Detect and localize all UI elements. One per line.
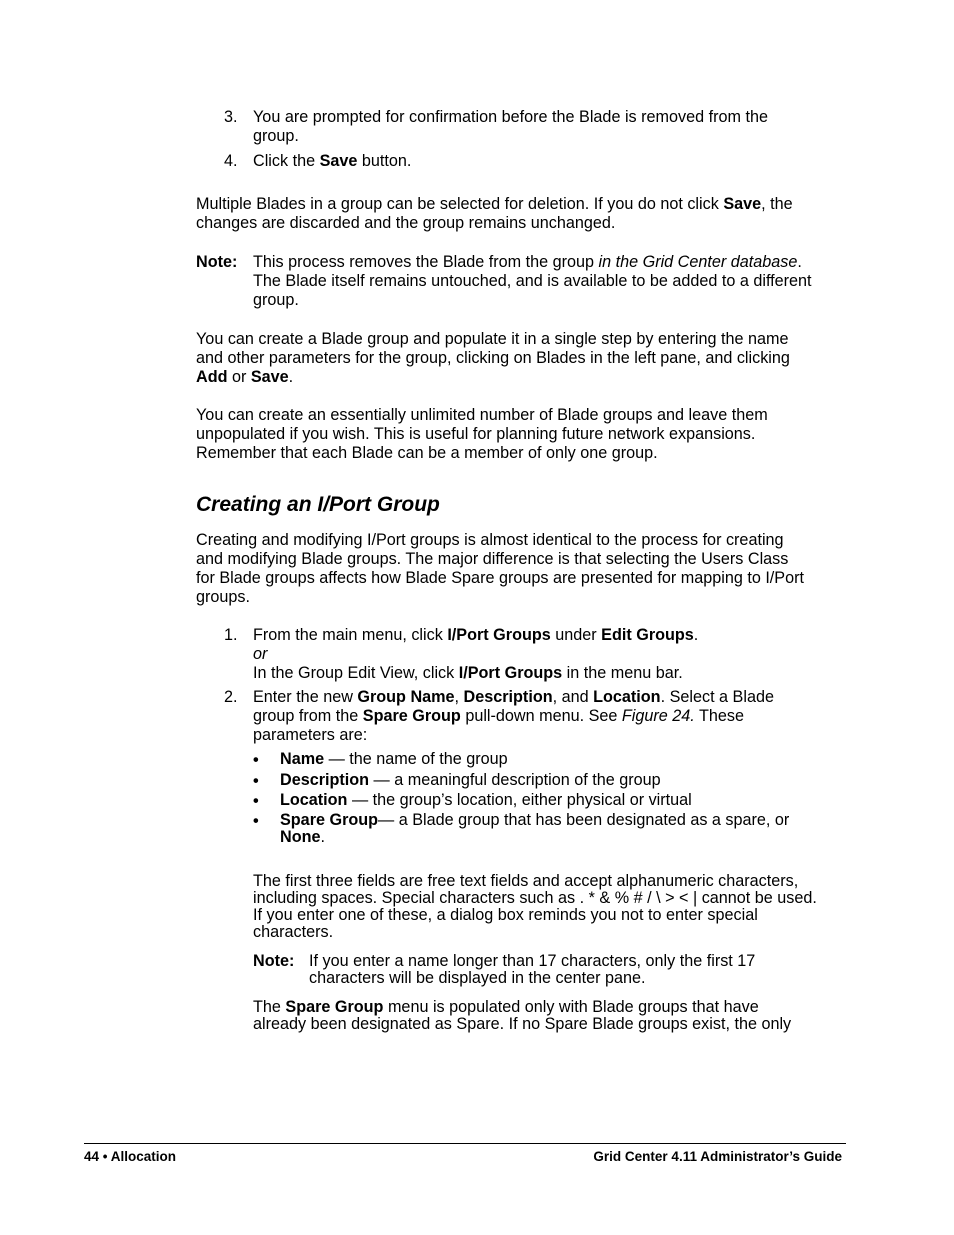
text: . (693, 626, 699, 644)
bold-text: Spare Group (362, 707, 461, 725)
bold-text: Save (723, 195, 762, 213)
paragraph-multiple-blades (196, 195, 846, 233)
text-line: Creating and modifying I/Port groups is almost identical to the process for creating (196, 531, 784, 549)
list-item (253, 626, 853, 683)
text: In the Group Edit View, click (253, 664, 459, 682)
note-body (309, 953, 849, 987)
footer-divider (84, 1143, 846, 1144)
paragraph-intro (196, 531, 846, 607)
bold-text: I/Port Groups (458, 664, 563, 682)
text: — the name of the group (324, 750, 508, 768)
bullet-icon: • (253, 751, 259, 769)
text-line: for Blade groups affects how Blade Spare groups are presented for mapping to I/Port (196, 569, 804, 587)
text-line: You are prompted for confirmation before the Blade is removed from the (253, 108, 768, 126)
paragraph-free-text-fields (253, 873, 853, 941)
bold-text: Save (250, 368, 289, 386)
text: , (454, 688, 464, 706)
text-line: already been designated as Spare. If no Spare Blade groups exist, the only (253, 1015, 792, 1033)
text: These (694, 707, 744, 725)
list-number: 2. (224, 688, 238, 706)
text-line: groups. (196, 588, 250, 606)
text: From the main menu, click (253, 626, 448, 644)
text-line: group. (253, 291, 299, 309)
text-line: and modifying Blade groups. The major difference is that selecting the Users Class (196, 550, 789, 568)
note-body (253, 253, 853, 310)
bold-text: I/Port Groups (447, 626, 551, 644)
text-line: changes are discarded and the group remains unchanged. (196, 214, 616, 232)
text: . Select a Blade (660, 688, 774, 706)
figure-reference: Figure 24. (621, 707, 695, 725)
bold-text: Description (280, 771, 370, 789)
list-item (253, 152, 853, 171)
text-line: If you enter a name longer than 17 characters, only the first 17 (309, 952, 756, 970)
bold-text: Save (319, 152, 358, 170)
bold-text: Description (463, 688, 553, 706)
text: — a meaningful description of the group (369, 771, 661, 789)
text: This process removes the Blade from the group (253, 253, 599, 271)
list-number: 3. (224, 108, 238, 126)
text: The (253, 998, 286, 1016)
text: Click the (253, 152, 320, 170)
text: in the menu bar. (562, 664, 683, 682)
footer-document-title: Grid Center 4.11 Administrator’s Guide (593, 1149, 842, 1164)
text-line: parameters are: (253, 726, 368, 744)
text: or (227, 368, 251, 386)
list-number: 4. (224, 152, 238, 170)
bullet-item (280, 772, 850, 789)
bullet-item (280, 812, 850, 846)
bold-text: Location (280, 791, 348, 809)
list-item (253, 688, 853, 745)
text: — the group’s location, either physical or virtual (347, 791, 692, 809)
text-line: You can create an essentially unlimited number of Blade groups and leave them (196, 406, 768, 424)
italic-text: in the Grid Center database (598, 253, 798, 271)
text: , and (552, 688, 594, 706)
bullet-item (280, 751, 850, 768)
text: . (797, 253, 802, 271)
text-line: You can create a Blade group and populate it in a single step by entering the name (196, 330, 789, 348)
bullet-icon: • (253, 812, 259, 830)
text: under (550, 626, 602, 644)
text: . (320, 828, 325, 846)
bold-text: Location (593, 688, 661, 706)
text-line: The Blade itself remains untouched, and is available to be added to a different (253, 272, 812, 290)
note-label: Note: (253, 952, 295, 970)
italic-text: or (253, 645, 268, 663)
text-line: The first three fields are free text fields and accept alphanumeric characters, (253, 872, 799, 890)
text-line: unpopulated if you wish. This is useful for planning future network expansions. (196, 425, 756, 443)
text-line: including spaces. Special characters such as . * & % # / \ > < | cannot be used. (253, 889, 817, 907)
text: — a Blade group that has been designated as a spare, or (378, 811, 790, 829)
section-heading: Creating an I/Port Group (196, 493, 440, 516)
bold-text: None (280, 828, 321, 846)
text-line: and other parameters for the group, clicking on Blades in the left pane, and clicking (196, 349, 790, 367)
bold-text: Edit Groups (601, 626, 694, 644)
list-number: 1. (224, 626, 238, 644)
bullet-icon: • (253, 772, 259, 790)
paragraph-unlimited-groups (196, 406, 846, 463)
text-line: characters. (253, 923, 334, 941)
text: menu is populated only with Blade groups that have (383, 998, 759, 1016)
text: , the (761, 195, 793, 213)
text-line: If you enter one of these, a dialog box reminds you not to enter special (253, 906, 758, 924)
note-label: Note: (196, 253, 238, 271)
text-line: group. (253, 127, 299, 145)
paragraph-spare-group (253, 999, 853, 1033)
text: button. (357, 152, 412, 170)
text: Enter the new (253, 688, 358, 706)
bold-text: Group Name (357, 688, 455, 706)
list-item (253, 108, 853, 146)
bullet-icon: • (253, 792, 259, 810)
text-line: characters will be displayed in the center pane. (309, 969, 646, 987)
text-line: Remember that each Blade can be a member of only one group. (196, 444, 658, 462)
text: pull-down menu. See (460, 707, 622, 725)
bold-text: Spare Group (285, 998, 384, 1016)
bullet-item (280, 792, 850, 809)
bold-text: Add (196, 368, 228, 386)
text: . (288, 368, 294, 386)
paragraph-create-group (196, 330, 846, 387)
text: group from the (253, 707, 363, 725)
footer-page-label: 44 • Allocation (84, 1149, 176, 1164)
bold-text: Spare Group (280, 811, 379, 829)
text: Multiple Blades in a group can be selected for deletion. If you do not click (196, 195, 724, 213)
bold-text: Name (280, 750, 325, 768)
